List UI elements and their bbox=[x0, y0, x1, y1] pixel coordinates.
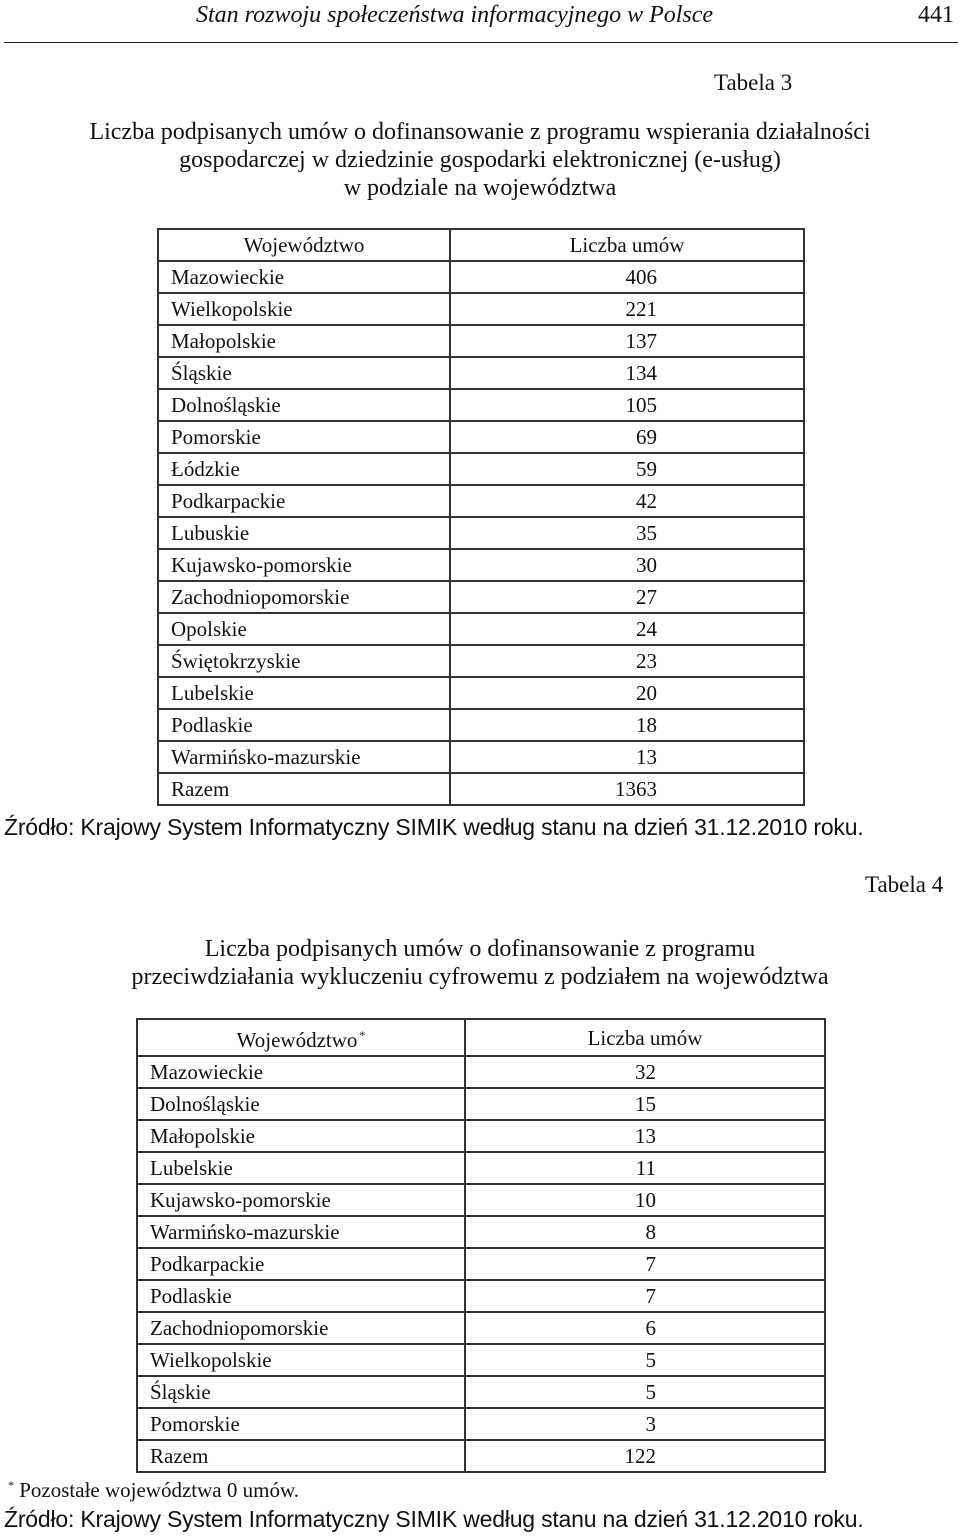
count-cell: 1363 bbox=[450, 773, 804, 805]
region-cell: Lubuskie bbox=[158, 517, 450, 549]
count-cell: 35 bbox=[450, 517, 804, 549]
table-row bbox=[158, 293, 804, 325]
footnote-marker: * bbox=[359, 1028, 366, 1042]
region-cell: Wielkopolskie bbox=[137, 1344, 465, 1376]
region-cell: Małopolskie bbox=[158, 325, 450, 357]
region-cell: Wielkopolskie bbox=[158, 293, 450, 325]
table-row bbox=[158, 773, 804, 805]
count-cell: 20 bbox=[450, 677, 804, 709]
table3-label: Tabela 3 bbox=[714, 70, 793, 95]
table-row bbox=[158, 357, 804, 389]
table4 bbox=[136, 1018, 826, 1473]
region-cell: Śląskie bbox=[158, 357, 450, 389]
region-cell: Pomorskie bbox=[137, 1408, 465, 1440]
table-row bbox=[158, 261, 804, 293]
table3-header-row bbox=[158, 229, 804, 261]
count-cell: 5 bbox=[465, 1376, 825, 1408]
table-row bbox=[137, 1376, 825, 1408]
count-cell: 23 bbox=[450, 645, 804, 677]
table-row bbox=[158, 709, 804, 741]
region-cell: Zachodniopomorskie bbox=[158, 581, 450, 613]
table-row bbox=[137, 1248, 825, 1280]
table3-title bbox=[0, 118, 960, 202]
table-row bbox=[158, 677, 804, 709]
table-row bbox=[137, 1152, 825, 1184]
region-cell: Warmińsko-mazurskie bbox=[158, 741, 450, 773]
count-cell: 122 bbox=[465, 1440, 825, 1472]
header-divider bbox=[4, 42, 958, 43]
count-cell: 5 bbox=[465, 1344, 825, 1376]
region-cell: Pomorskie bbox=[158, 421, 450, 453]
region-cell: Lubelskie bbox=[137, 1152, 465, 1184]
region-cell: Łódzkie bbox=[158, 453, 450, 485]
count-cell: 15 bbox=[465, 1088, 825, 1120]
table-row bbox=[158, 613, 804, 645]
count-cell: 134 bbox=[450, 357, 804, 389]
running-title: Stan rozwoju społeczeństwa informacyjnego w Polsce bbox=[196, 2, 714, 28]
count-cell: 30 bbox=[450, 549, 804, 581]
region-cell: Kujawsko-pomorskie bbox=[158, 549, 450, 581]
count-cell: 13 bbox=[450, 741, 804, 773]
table4-source: Źródło: Krajowy System Informatyczny SIMIK według stanu na dzień 31.12.2010 roku. bbox=[4, 1506, 864, 1532]
table-row bbox=[158, 581, 804, 613]
region-cell: Dolnośląskie bbox=[158, 389, 450, 421]
table-row bbox=[137, 1088, 825, 1120]
column-header-region bbox=[137, 1019, 465, 1056]
table3-source: Źródło: Krajowy System Informatyczny SIMIK według stanu na dzień 31.12.2010 roku. bbox=[4, 814, 864, 840]
count-cell: 10 bbox=[465, 1184, 825, 1216]
region-cell: Kujawsko-pomorskie bbox=[137, 1184, 465, 1216]
count-cell: 69 bbox=[450, 421, 804, 453]
count-cell: 13 bbox=[465, 1120, 825, 1152]
table-row bbox=[158, 421, 804, 453]
region-cell: Opolskie bbox=[158, 613, 450, 645]
region-cell: Zachodniopomorskie bbox=[137, 1312, 465, 1344]
table-row bbox=[158, 485, 804, 517]
table-row bbox=[158, 741, 804, 773]
column-header-region-text: Województwo bbox=[236, 1028, 358, 1052]
region-cell: Dolnośląskie bbox=[137, 1088, 465, 1120]
table-row bbox=[158, 549, 804, 581]
table-row bbox=[158, 389, 804, 421]
table-row bbox=[158, 453, 804, 485]
count-cell: 42 bbox=[450, 485, 804, 517]
table-row bbox=[137, 1056, 825, 1088]
table-row bbox=[137, 1440, 825, 1472]
region-cell: Razem bbox=[158, 773, 450, 805]
table-row bbox=[137, 1120, 825, 1152]
region-cell: Świętokrzyskie bbox=[158, 645, 450, 677]
footnote-text: Pozostałe województwa 0 umów. bbox=[19, 1478, 299, 1502]
table4-body bbox=[137, 1056, 825, 1472]
region-cell: Małopolskie bbox=[137, 1120, 465, 1152]
count-cell: 8 bbox=[465, 1216, 825, 1248]
table3-title-line: gospodarczej w dziedzinie gospodarki elektronicznej (e-usług) bbox=[179, 147, 781, 173]
table4-title-line: przeciwdziałania wykluczeniu cyfrowemu z podziałem na województwa bbox=[131, 964, 829, 990]
table-row bbox=[137, 1216, 825, 1248]
region-cell: Śląskie bbox=[137, 1376, 465, 1408]
region-cell: Podlaskie bbox=[158, 709, 450, 741]
page-number: 441 bbox=[918, 2, 954, 28]
region-cell: Podkarpackie bbox=[137, 1248, 465, 1280]
count-cell: 27 bbox=[450, 581, 804, 613]
region-cell: Lubelskie bbox=[158, 677, 450, 709]
count-cell: 105 bbox=[450, 389, 804, 421]
count-cell: 24 bbox=[450, 613, 804, 645]
table4-footnote bbox=[6, 1478, 299, 1503]
count-cell: 32 bbox=[465, 1056, 825, 1088]
count-cell: 221 bbox=[450, 293, 804, 325]
table-row bbox=[137, 1312, 825, 1344]
table-row bbox=[158, 517, 804, 549]
count-cell: 406 bbox=[450, 261, 804, 293]
count-cell: 18 bbox=[450, 709, 804, 741]
region-cell: Mazowieckie bbox=[137, 1056, 465, 1088]
column-header-region: Województwo bbox=[158, 229, 450, 261]
region-cell: Razem bbox=[137, 1440, 465, 1472]
table3-title-line: Liczba podpisanych umów o dofinansowanie z programu wspierania działalności bbox=[89, 119, 871, 145]
table-row bbox=[137, 1280, 825, 1312]
footnote-marker: * bbox=[8, 1478, 14, 1492]
table3-title-line: w podziale na województwa bbox=[343, 175, 617, 201]
table3-body bbox=[158, 261, 804, 805]
table-row bbox=[158, 325, 804, 357]
count-cell: 3 bbox=[465, 1408, 825, 1440]
table4-header-row bbox=[137, 1019, 825, 1056]
table4-label: Tabela 4 bbox=[865, 872, 944, 897]
table3 bbox=[157, 228, 805, 806]
count-cell: 7 bbox=[465, 1248, 825, 1280]
table-row bbox=[137, 1344, 825, 1376]
count-cell: 7 bbox=[465, 1280, 825, 1312]
count-cell: 6 bbox=[465, 1312, 825, 1344]
count-cell: 11 bbox=[465, 1152, 825, 1184]
table-row bbox=[137, 1184, 825, 1216]
region-cell: Podlaskie bbox=[137, 1280, 465, 1312]
region-cell: Warmińsko-mazurskie bbox=[137, 1216, 465, 1248]
region-cell: Mazowieckie bbox=[158, 261, 450, 293]
region-cell: Podkarpackie bbox=[158, 485, 450, 517]
column-header-count: Liczba umów bbox=[465, 1019, 825, 1056]
table4-title bbox=[0, 935, 960, 991]
table4-title-line: Liczba podpisanych umów o dofinansowanie z programu bbox=[204, 936, 756, 962]
table-row bbox=[158, 645, 804, 677]
count-cell: 59 bbox=[450, 453, 804, 485]
column-header-count: Liczba umów bbox=[450, 229, 804, 261]
table-row bbox=[137, 1408, 825, 1440]
count-cell: 137 bbox=[450, 325, 804, 357]
